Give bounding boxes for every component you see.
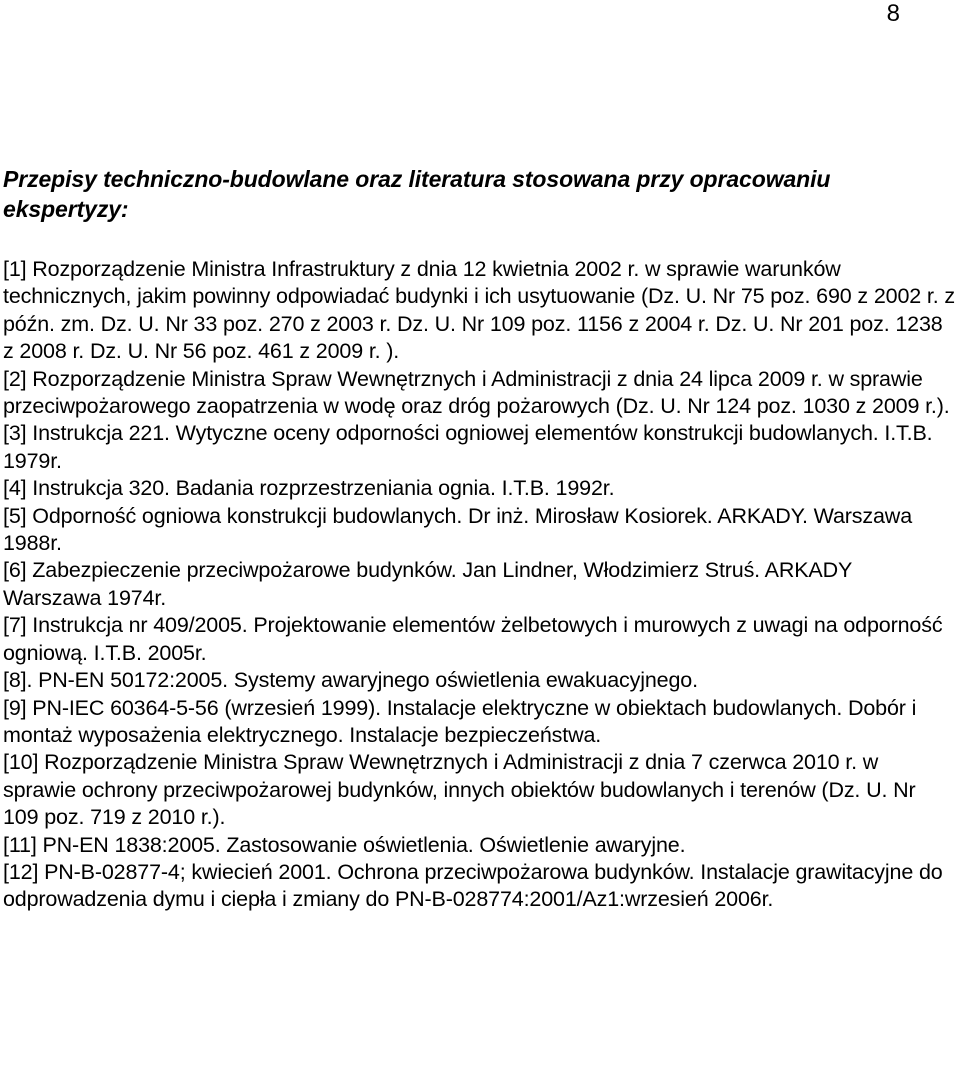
reference-item-10: [10] Rozporządzenie Ministra Spraw Wewnętrznych i Administracji z dnia 7 czerwca 2010 r. w sprawie ochrony przeciwpożarowej budynków, innych obiektów budowlanych i terenów (Dz. U. Nr 109 poz. 719 z 2010 r.). [3, 750, 916, 830]
reference-item-11: [11] PN-EN 1838:2005. Zastosowanie oświetlenia. Oświetlenie awaryjne. [3, 832, 686, 857]
reference-item-6: [6] Zabezpieczenie przeciwpożarowe budynków. Jan Lindner, Włodzimierz Struś. ARKADY Warszawa 1974r. [3, 558, 852, 610]
reference-item-2: [2] Rozporządzenie Ministra Spraw Wewnętrznych i Administracji z dnia 24 lipca 2009 r. w sprawie przeciwpożarowego zaopatrzenia w wodę oraz dróg pożarowych (Dz. U. Nr 124 poz. 1030 z 2009 r.). [3, 366, 950, 419]
reference-item-4: [4] Instrukcja 320. Badania rozprzestrzeniania ognia. I.T.B. 1992r. [3, 476, 615, 501]
reference-item-12: [12] PN-B-02877-4; kwiecień 2001. Ochrona przeciwpożarowa budynków. Instalacje grawitacyjne do odprowadzenia dymu i ciepła i zmiany do PN-B-028774:2001/Az1:wrzesień 2006r. [3, 859, 943, 912]
reference-item-1: [1] Rozporządzenie Ministra Infrastruktury z dnia 12 kwietnia 2002 r. w sprawie warunków technicznych, jakim powinny odpowiadać budynki i ich usytuowanie (Dz. U. Nr 75 poz. 690 z 2002 r. z późn. zm. Dz. U. Nr 33 poz. 270 z 2003 r. Dz. U. Nr 109 poz. 1156 z 2004 r. Dz. U. Nr 201 poz. 1238 z 2008 r. Dz. U. Nr 56 poz. 461 z 2009 r. ). [3, 257, 955, 364]
section-heading: Przepisy techniczno-budowlane oraz literatura stosowana przy opracowaniu ekspertyzy: [3, 166, 831, 222]
reference-item-8: [8]. PN-EN 50172:2005. Systemy awaryjnego oświetlenia ewakuacyjnego. [3, 668, 698, 693]
reference-list [3, 256, 955, 914]
reference-item-7: [7] Instrukcja nr 409/2005. Projektowanie elementów żelbetowych i murowych z uwagi na odporność ogniową. I.T.B. 2005r. [3, 613, 943, 665]
reference-item-3: [3] Instrukcja 221. Wytyczne oceny odporności ogniowej elementów konstrukcji budowlanych. I.T.B. 1979r. [3, 421, 933, 473]
reference-item-5: [5] Odporność ogniowa konstrukcji budowlanych. Dr inż. Mirosław Kosiorek. ARKADY. Warszawa 1988r. [3, 503, 912, 556]
page-number: 8 [886, 0, 900, 27]
reference-item-9: [9] PN-IEC 60364-5-56 (wrzesień 1999). Instalacje elektryczne w obiektach budowlanych. Dobór i montaż wyposażenia elektrycznego. Instalacje bezpieczeństwa. [3, 695, 917, 747]
